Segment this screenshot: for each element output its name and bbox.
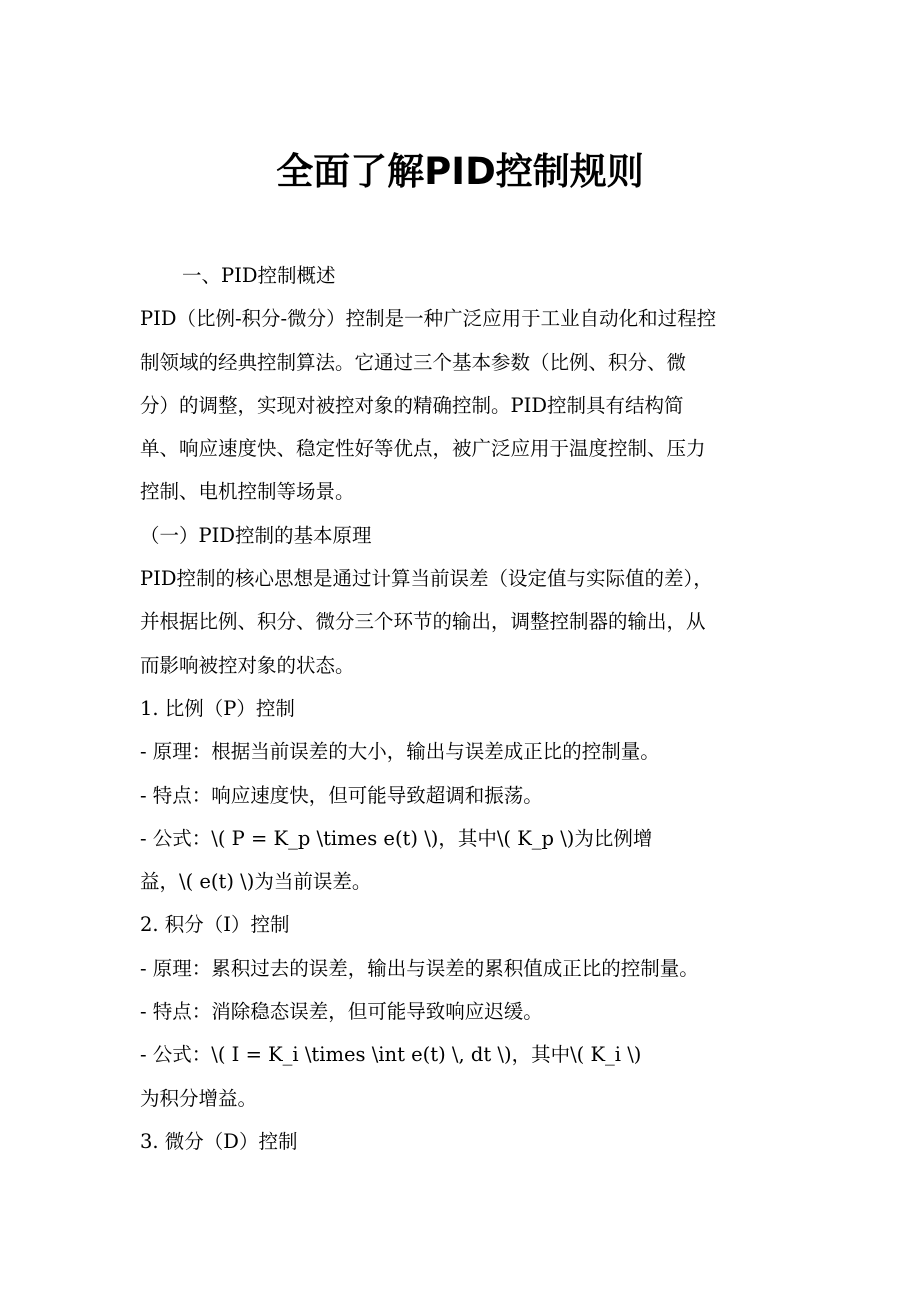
bullet-line: - 特点：消除稳态误差，但可能导致响应迟缓。 (140, 1000, 543, 1024)
bullet-line: 为积分增益。 (140, 1086, 258, 1110)
paragraph-line: 制领域的经典控制算法。它通过三个基本参数（比例、积分、微 (140, 350, 687, 374)
list-heading: 2. 积分（I）控制 (140, 913, 290, 937)
list-heading: 3. 微分（D）控制 (140, 1129, 298, 1153)
bullet-line: - 原理：累积过去的误差，输出与误差的累积值成正比的控制量。 (140, 956, 699, 980)
section-heading: 一、PID控制概述 (182, 264, 336, 287)
bullet-line: - 原理：根据当前误差的大小，输出与误差成正比的控制量。 (140, 740, 660, 764)
paragraph-line: PID（比例-积分-微分）控制是一种广泛应用于工业自动化和过程控 (140, 307, 717, 331)
paragraph-line: 并根据比例、积分、微分三个环节的输出，调整控制器的输出，从 (140, 610, 706, 634)
paragraph-line: 单、响应速度快、稳定性好等优点，被广泛应用于温度控制、压力 (140, 437, 706, 461)
bullet-line: - 公式：\( P = K_p \times e(t) \)，其中\( K_p \)为比例增 (140, 826, 653, 850)
bullet-line: - 特点：响应速度快，但可能导致超调和振荡。 (140, 783, 543, 807)
paragraph-line: PID控制的核心思想是通过计算当前误差（设定值与实际值的差）， (140, 567, 713, 591)
paragraph-line: 而影响被控对象的状态。 (140, 653, 355, 677)
bullet-line: 益，\( e(t) \)为当前误差。 (140, 870, 372, 894)
subsection-heading: （一）PID控制的基本原理 (140, 523, 372, 547)
bullet-line: - 公式：\( I = K_i \times \int e(t) \, dt \)，其中\( K_i \) (140, 1043, 642, 1067)
document-body (140, 254, 780, 1163)
paragraph-line: 控制、电机控制等场景。 (140, 480, 355, 504)
list-heading: 1. 比例（P）控制 (140, 696, 295, 720)
document-title: 全面了解PID控制规则 (276, 150, 644, 193)
paragraph-line: 分）的调整，实现对被控对象的精确控制。PID控制具有结构简 (140, 393, 684, 417)
